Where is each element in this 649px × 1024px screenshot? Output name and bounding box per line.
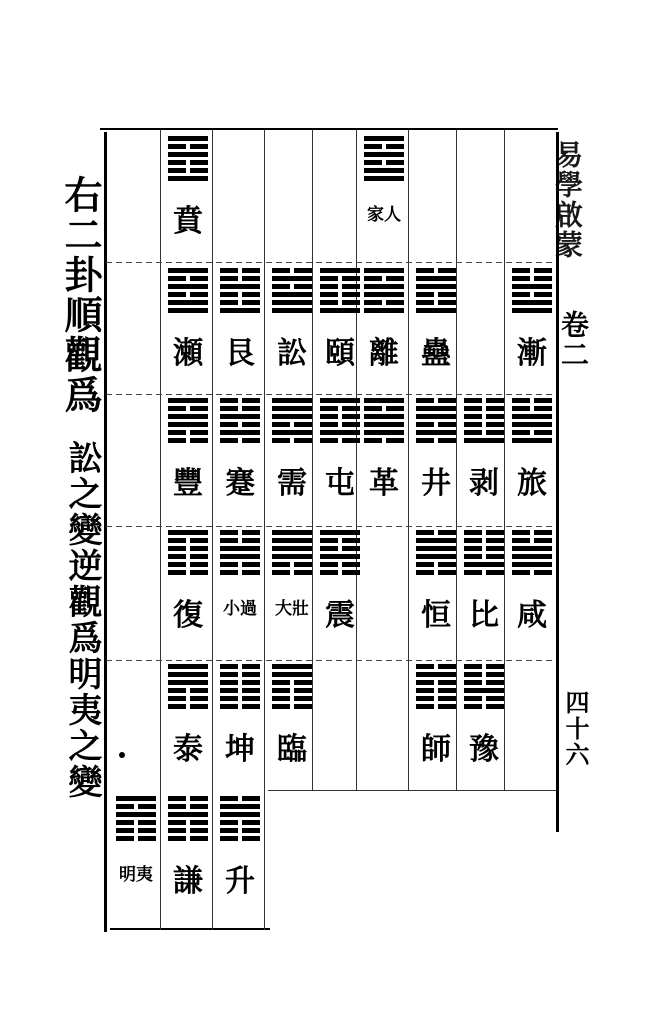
yang-line (168, 398, 208, 403)
yin-line (116, 820, 156, 825)
yin-line (220, 292, 260, 297)
yin-line (320, 284, 360, 289)
yin-line (116, 828, 156, 833)
hexagram-figure (364, 136, 404, 184)
yang-line (116, 812, 156, 817)
yang-line (512, 554, 552, 559)
yang-line (220, 804, 260, 809)
yang-line (464, 688, 504, 693)
yang-line (220, 554, 260, 559)
yin-line (416, 438, 456, 443)
hexagram-name: 明夷 (119, 865, 153, 885)
yang-line (168, 664, 208, 669)
yin-line (464, 430, 504, 435)
hexagram-name: 恒 (421, 598, 451, 633)
punctuation-mark (119, 752, 125, 758)
hexagram-name: 臨 (277, 732, 307, 767)
hexagram-name: 比 (469, 598, 499, 633)
yang-line (168, 300, 208, 305)
yin-line (272, 704, 312, 709)
hexagram-figure (220, 268, 260, 316)
hexagram-figure (512, 530, 552, 578)
yang-line (272, 300, 312, 305)
yang-line (272, 546, 312, 551)
yin-line (220, 836, 260, 841)
yang-line (168, 680, 208, 685)
hexagram-name: 復 (173, 598, 203, 633)
yang-line (512, 422, 552, 427)
hexagram-figure (220, 664, 260, 712)
hexagram-figure (320, 398, 360, 446)
folio-number: 四十六 (561, 690, 590, 768)
yin-line (168, 828, 208, 833)
yang-line (168, 530, 208, 535)
yang-line (416, 414, 456, 419)
yin-line (168, 820, 208, 825)
yang-line (364, 136, 404, 141)
yin-line (168, 704, 208, 709)
yang-line (512, 438, 552, 443)
yang-line (168, 268, 208, 273)
hexagram-name: 泰 (173, 732, 203, 767)
yin-line (168, 836, 208, 841)
yin-line (168, 696, 208, 701)
yang-line (320, 530, 360, 535)
yang-line (416, 538, 456, 543)
yang-line (416, 546, 456, 551)
yin-line (320, 422, 360, 427)
yin-line (168, 804, 208, 809)
yin-line (220, 688, 260, 693)
yin-line (220, 820, 260, 825)
hexagram-figure (464, 664, 504, 712)
yin-line (220, 828, 260, 833)
yin-line (220, 796, 260, 801)
hexagram-name: 豫 (469, 732, 499, 767)
yin-line (220, 398, 260, 403)
yang-line (416, 284, 456, 289)
yin-line (272, 688, 312, 693)
hexagram-name: 訟 (277, 336, 307, 371)
yang-line (220, 414, 260, 419)
hexagram-figure (464, 530, 504, 578)
hexagram-figure (220, 398, 260, 446)
bottom-border (268, 790, 558, 791)
yin-line (512, 430, 552, 435)
yin-line (464, 570, 504, 575)
yin-line (168, 430, 208, 435)
yin-line (416, 664, 456, 669)
yin-line (220, 406, 260, 411)
top-border (100, 128, 558, 130)
yang-line (464, 438, 504, 443)
yin-line (512, 276, 552, 281)
hexagram-figure (116, 796, 156, 844)
yin-line (320, 570, 360, 575)
yin-line (320, 276, 360, 281)
yang-line (512, 308, 552, 313)
column-divider (212, 130, 213, 930)
yang-line (272, 430, 312, 435)
yin-line (364, 144, 404, 149)
yin-line (464, 414, 504, 419)
column-divider (456, 130, 457, 790)
yin-line (416, 268, 456, 273)
yin-line (464, 422, 504, 427)
yin-line (272, 284, 312, 289)
yang-line (416, 406, 456, 411)
yin-line (512, 292, 552, 297)
hexagram-figure (272, 268, 312, 316)
hexagram-figure (320, 268, 360, 316)
yin-line (168, 688, 208, 693)
yang-line (220, 284, 260, 289)
yang-line (168, 152, 208, 157)
yin-line (464, 664, 504, 669)
yin-line (464, 530, 504, 535)
yin-line (512, 406, 552, 411)
hexagram-figure (168, 664, 208, 712)
yin-line (220, 704, 260, 709)
hexagram-name: 艮 (225, 336, 255, 371)
hexagram-name: 小過 (223, 599, 257, 619)
yang-line (320, 554, 360, 559)
yin-line (220, 696, 260, 701)
yin-line (220, 664, 260, 669)
hexagram-figure (168, 136, 208, 184)
hexagram-figure (272, 664, 312, 712)
yin-line (364, 160, 404, 165)
yang-line (220, 308, 260, 313)
yin-line (220, 680, 260, 685)
yin-line (168, 144, 208, 149)
yang-line (364, 414, 404, 419)
yin-line (416, 530, 456, 535)
yang-line (512, 414, 552, 419)
yang-line (364, 284, 404, 289)
yang-line (320, 268, 360, 273)
hexagram-figure (320, 530, 360, 578)
yin-line (168, 160, 208, 165)
yin-line (512, 530, 552, 535)
yin-line (416, 704, 456, 709)
yin-line (220, 276, 260, 281)
hexagram-figure (364, 398, 404, 446)
yin-line (168, 562, 208, 567)
yang-line (272, 530, 312, 535)
yang-line (364, 398, 404, 403)
yin-line (464, 538, 504, 543)
yin-line (512, 538, 552, 543)
hexagram-name: 震 (325, 598, 355, 633)
commentary-text-top: 右二卦順觀爲 (58, 175, 103, 415)
yin-line (416, 398, 456, 403)
row-divider (106, 526, 556, 527)
hexagram-name: 家人 (367, 205, 401, 225)
hexagram-figure (512, 268, 552, 316)
yin-line (220, 570, 260, 575)
yin-line (272, 680, 312, 685)
yin-line (220, 300, 260, 305)
yin-line (416, 696, 456, 701)
column-divider (160, 130, 161, 930)
yang-line (272, 538, 312, 543)
yin-line (320, 438, 360, 443)
yin-line (320, 292, 360, 297)
yin-line (272, 696, 312, 701)
hexagram-name: 井 (421, 466, 451, 501)
yin-line (464, 704, 504, 709)
yin-line (168, 570, 208, 575)
yin-line (416, 680, 456, 685)
yin-line (320, 406, 360, 411)
yin-line (416, 688, 456, 693)
yang-line (116, 796, 156, 801)
hexagram-figure (416, 530, 456, 578)
yang-line (168, 284, 208, 289)
yin-line (168, 168, 208, 173)
yin-line (464, 554, 504, 559)
hexagram-name: 頤 (325, 336, 355, 371)
yang-line (220, 430, 260, 435)
yang-line (416, 430, 456, 435)
yang-line (364, 308, 404, 313)
yin-line (168, 292, 208, 297)
column-divider (264, 130, 265, 930)
yang-line (272, 672, 312, 677)
column-divider (356, 130, 357, 790)
yin-line (320, 414, 360, 419)
yang-line (364, 292, 404, 297)
yang-line (272, 664, 312, 669)
yin-line (168, 796, 208, 801)
hexagram-name: 豐 (173, 466, 203, 501)
yin-line (320, 300, 360, 305)
yin-line (168, 438, 208, 443)
yin-line (364, 406, 404, 411)
bottom-border-left (110, 928, 270, 930)
yang-line (272, 292, 312, 297)
yang-line (464, 562, 504, 567)
yang-line (272, 276, 312, 281)
hexagram-name: 師 (421, 732, 451, 767)
yin-line (272, 570, 312, 575)
yang-line (416, 308, 456, 313)
hexagram-figure (168, 268, 208, 316)
volume-label: 卷二 (557, 310, 590, 370)
yin-line (416, 570, 456, 575)
yang-line (272, 308, 312, 313)
yin-line (320, 546, 360, 551)
yang-line (272, 398, 312, 403)
yin-line (512, 268, 552, 273)
column-divider (504, 130, 505, 790)
row-divider (106, 660, 556, 661)
yin-line (220, 538, 260, 543)
yin-line (116, 804, 156, 809)
yang-line (416, 672, 456, 677)
hexagram-name: 需 (277, 466, 307, 501)
yin-line (464, 672, 504, 677)
yin-line (320, 562, 360, 567)
yin-line (464, 696, 504, 701)
yin-line (512, 398, 552, 403)
yang-line (168, 176, 208, 181)
hexagram-figure (512, 398, 552, 446)
yang-line (272, 414, 312, 419)
yang-line (364, 430, 404, 435)
yin-line (464, 680, 504, 685)
yin-line (320, 538, 360, 543)
commentary-text-bottom: 訟之變逆觀爲明夷之變 (62, 440, 102, 800)
hexagram-name: 剥 (469, 466, 499, 501)
hexagram-figure (220, 796, 260, 844)
yin-line (220, 438, 260, 443)
hexagram-name: 瀬 (173, 336, 203, 371)
yin-line (416, 422, 456, 427)
yang-line (320, 308, 360, 313)
hexagram-figure (168, 530, 208, 578)
left-border (104, 132, 107, 932)
yin-line (272, 562, 312, 567)
yin-line (464, 546, 504, 551)
yang-line (272, 406, 312, 411)
hexagram-figure (168, 398, 208, 446)
yang-line (416, 276, 456, 281)
yin-line (364, 276, 404, 281)
hexagram-name: 升 (225, 864, 255, 899)
yin-line (272, 438, 312, 443)
hexagram-figure (416, 268, 456, 316)
yin-line (116, 836, 156, 841)
hexagram-name: 蹇 (225, 466, 255, 501)
yang-line (320, 430, 360, 435)
hexagram-name: 屯 (325, 466, 355, 501)
hexagram-figure (464, 398, 504, 446)
hexagram-figure (272, 398, 312, 446)
yang-line (272, 554, 312, 559)
hexagram-figure (364, 268, 404, 316)
column-divider (312, 130, 313, 790)
yin-line (220, 672, 260, 677)
row-divider (106, 262, 556, 263)
yang-line (364, 422, 404, 427)
hexagram-name: 咸 (517, 598, 547, 633)
yang-line (512, 300, 552, 305)
yin-line (168, 406, 208, 411)
hexagram-name: 離 (369, 336, 399, 371)
yin-line (272, 422, 312, 427)
row-divider (106, 394, 556, 395)
hexagram-figure (416, 664, 456, 712)
column-divider (408, 130, 409, 790)
yang-line (220, 812, 260, 817)
hexagram-name: 坤 (225, 732, 255, 767)
yin-line (272, 268, 312, 273)
yang-line (168, 136, 208, 141)
yin-line (168, 276, 208, 281)
yang-line (168, 672, 208, 677)
yang-line (168, 812, 208, 817)
yin-line (464, 398, 504, 403)
yang-line (364, 168, 404, 173)
yang-line (364, 152, 404, 157)
yin-line (364, 300, 404, 305)
yin-line (220, 562, 260, 567)
yin-line (364, 438, 404, 443)
yang-line (168, 414, 208, 419)
yin-line (220, 268, 260, 273)
yang-line (320, 398, 360, 403)
yang-line (364, 176, 404, 181)
yang-line (168, 422, 208, 427)
hexagram-name: 蠱 (421, 336, 451, 371)
yin-line (168, 554, 208, 559)
yin-line (220, 530, 260, 535)
yin-line (168, 546, 208, 551)
yang-line (168, 308, 208, 313)
yang-line (364, 268, 404, 273)
hexagram-name: 革 (369, 466, 399, 501)
yang-line (416, 554, 456, 559)
yin-line (168, 538, 208, 543)
hexagram-figure (168, 796, 208, 844)
hexagram-name: 謙 (173, 864, 203, 899)
book-title: 易學啟蒙 (551, 140, 584, 260)
hexagram-name: 漸 (517, 336, 547, 371)
yin-line (416, 300, 456, 305)
hexagram-figure (220, 530, 260, 578)
hexagram-name: 賁 (173, 204, 203, 239)
yin-line (416, 562, 456, 567)
yin-line (512, 570, 552, 575)
hexagram-name: 大壯 (275, 599, 309, 619)
yang-line (512, 546, 552, 551)
yang-line (220, 546, 260, 551)
hexagram-figure (272, 530, 312, 578)
yin-line (464, 406, 504, 411)
yang-line (512, 284, 552, 289)
hexagram-name: 旅 (517, 466, 547, 501)
hexagram-figure (416, 398, 456, 446)
yin-line (220, 422, 260, 427)
yin-line (416, 292, 456, 297)
yang-line (512, 562, 552, 567)
